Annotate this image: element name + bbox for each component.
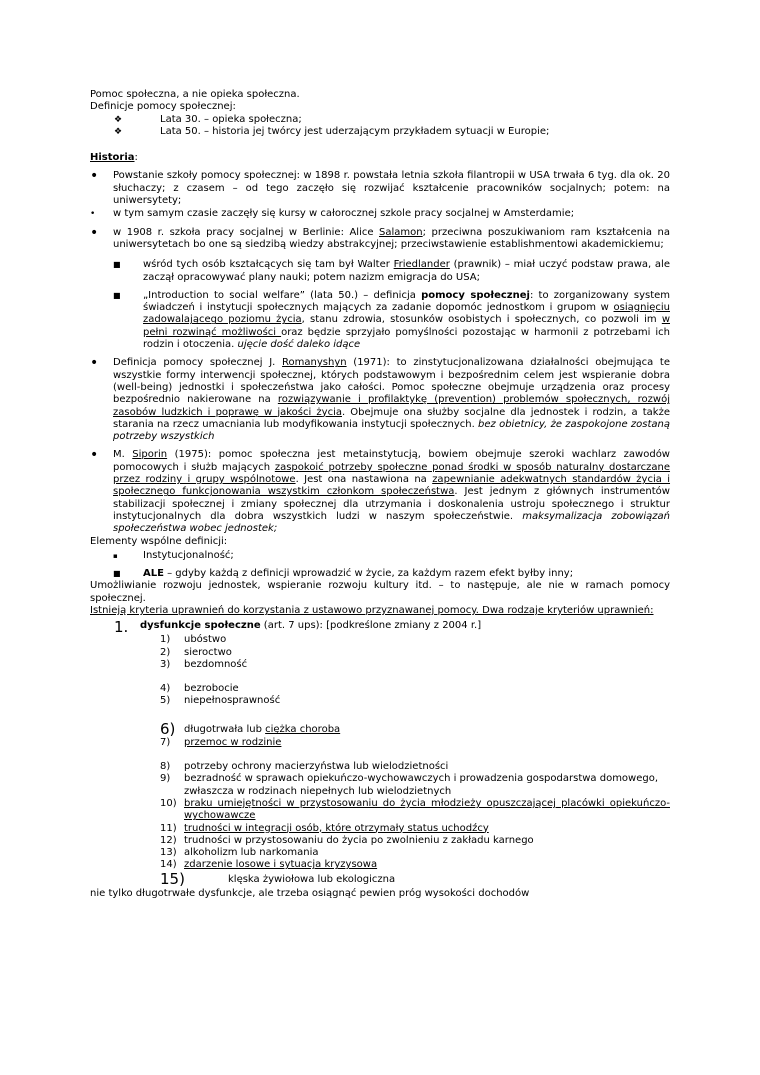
- text-run: . Obejmuje ona służby socjalne dla jednostek i rodzin, a także starania na rzecz umacniania lub modyfikowania instytucji społecznych.: [113, 406, 670, 430]
- text-run: oraz będzie sprzyjało pomyślności pozostając w harmonii z potrzebami ich rodzin i otoczenia.: [143, 326, 671, 351]
- square-bullet-icon: ■: [113, 290, 121, 300]
- list-item-text: Instytucjonalność;: [143, 549, 234, 561]
- text-run: (1971): to zinstytucjonalizowana działalności obejmująca te wszystkie formy interwencji społecznej, których podstawowym i bezpośrednim celem jest wspieranie dobra (well-being) jednostki i społeczeństwa jako całości. Pomoc społeczne obejmuje urządzenia oraz procesy bezpośrednio nakierowane na: [113, 357, 670, 406]
- bullet-paragraph: [90, 357, 670, 443]
- list-number: 12): [160, 834, 177, 846]
- list-item: [90, 695, 670, 707]
- list-item-text: [184, 724, 670, 736]
- text-run: wśród tych osób kształcących się tam był Walter: [143, 259, 394, 271]
- list-item-text: przemoc w rodzinie: [184, 736, 282, 748]
- bullet-icon: •: [90, 447, 99, 464]
- bullet-paragraph: [90, 170, 670, 207]
- list-item: [90, 659, 670, 671]
- text-run: , stanu zdrowia, stosunków osobistych i społecznych, co pozwoli im: [301, 314, 662, 326]
- list-item-text: Lata 30. – opieka społeczna;: [160, 113, 302, 125]
- bullet-paragraph: [90, 208, 670, 220]
- list-item: [90, 126, 670, 138]
- bold-term: ALE: [143, 568, 164, 580]
- list-item-text: klęska żywiołowa lub ekologiczna: [228, 874, 396, 886]
- paragraph-text: Powstanie szkoły pomocy społecznej: w 1898 r. powstała letnia szkoła filantropii w USA trwała 6 tyg. dla ok. 20 słuchaczy; z czasem – od tego zaczęło się rozwijać kształcenie pracowników socjalnych; potem: na uniwersytety;: [113, 170, 670, 207]
- underlined-text: w pełni rozwinąć możliwości: [143, 314, 670, 338]
- person-name: Siporin: [132, 449, 168, 461]
- paragraph-text: w tym samym czasie zaczęły się kursy w całorocznej szkole pracy socjalnej w Amsterdamie;: [113, 208, 575, 220]
- bullet-paragraph: [90, 224, 670, 252]
- footer-note: nie tylko długotrwałe dysfunkcje, ale trzeba osiągnąć pewien próg wysokości dochodów: [90, 887, 530, 899]
- elementy-heading: Elementy wspólne definicji:: [90, 535, 228, 547]
- paragraph-text: [143, 259, 670, 284]
- bold-term: dysfunkcje społeczne: [140, 620, 261, 632]
- list-number: 1): [160, 634, 171, 646]
- text-run: : to zorganizowany system świadczeń i instytucji społecznych mających za zadanie dopomóc jednostkom i grupom w: [143, 289, 671, 314]
- text-run: . Jest jednym z głównych instrumentów stabilizacji społecznej i zmiany społecznej dla utrzymania i doskonalenia ustroju społecznego i struktur instytucjonalnych dla dobra wszystkich ludzi w naszym społeczeństwie.: [113, 486, 670, 522]
- list-item-text: alkoholizm lub narkomania: [184, 847, 319, 859]
- paragraph-text: [113, 449, 670, 535]
- text-run: (1975): pomoc społeczna jest metainstytucją, bowiem obejmuje szeroki wachlarz zawodów pomocowych i służb mających: [113, 449, 670, 473]
- list-item: [90, 773, 670, 798]
- italic-comment: bez obietnicy, że zaspokojone zostaną potrzeby wszystkich: [113, 418, 671, 443]
- person-name: Friedlander: [393, 259, 450, 271]
- text-run: ; przeciwna poszukiwaniom ram kształcenia na uniwersytetach bo one są siedzibą wiedzy abstrakcyjnej; przeciwstawienie establishmentowi akademickiemu;: [113, 226, 670, 250]
- text-run: (prawnik) – miał uczyć podstaw prawa, ale zaczął opracowywać plany nauki; potem nazizm emigracja do USA;: [143, 259, 670, 283]
- square-bullet-icon: ■: [113, 260, 121, 270]
- list-item-text: sieroctwo: [184, 646, 232, 658]
- bullet-icon: •: [90, 209, 96, 220]
- paragraph-text: [143, 290, 670, 351]
- list-number: 5): [160, 695, 171, 707]
- historia-heading-text: Historia: [90, 152, 135, 164]
- list-number: 15): [160, 869, 185, 888]
- person-name: Salamon: [379, 226, 423, 238]
- text-run: – gdyby każdą z definicji wprowadzić w życie, za każdym razem efekt byłby inny;: [163, 568, 574, 580]
- list-number: 11): [160, 822, 177, 834]
- list-item-text: zdarzenie losowe i sytuacja kryzysowa: [184, 859, 378, 871]
- list-item-text: potrzeby ochrony macierzyństwa lub wielodzietności: [184, 761, 449, 773]
- list-item-text: [140, 620, 670, 632]
- bullet-icon: •: [90, 224, 99, 241]
- diamond-bullet-icon: ❖: [114, 114, 123, 125]
- list-number: 9): [160, 773, 171, 785]
- person-name: Romanyshyn: [282, 357, 347, 369]
- text-run: (art. 7 ups): [podkreślone zmiany z 2004 r.]: [260, 620, 482, 632]
- list-item: [90, 114, 670, 126]
- document-page: [90, 89, 670, 900]
- italic-comment: maksymalizacja zobowiązań społeczeństwa wobec jednostek;: [113, 510, 670, 535]
- list-number: 8): [160, 761, 171, 773]
- list-item: [90, 683, 670, 695]
- text-run: długotrwała lub: [184, 724, 266, 736]
- list-item-text: bezradność w sprawach opiekuńczo-wychowawczych i prowadzenia gospodarstwa domowego, zwłaszcza w rodzinach niepełnych lub wielodzietnych: [184, 773, 659, 797]
- list-item-text: bezrobocie: [184, 683, 239, 695]
- list-item: [90, 634, 670, 646]
- list-item: [90, 823, 670, 835]
- list-item: [90, 737, 670, 749]
- sub-bullet-paragraph: [90, 259, 670, 284]
- list-item: [90, 798, 670, 823]
- bullet-icon: •: [90, 168, 99, 185]
- list-item: [90, 869, 670, 888]
- kryteria-line: Istnieją kryteria uprawnień do korzystania z ustawowo przyznawanej pomocy. Dwa rodzaje kryteriów uprawnień:: [90, 604, 654, 616]
- intro-line-1: Pomoc społeczna, a nie opieka społeczna.: [90, 89, 300, 100]
- intro-line-2: Definicje pomocy społecznej:: [90, 101, 236, 113]
- list-number: 3): [160, 658, 171, 670]
- paragraph-text: [113, 227, 670, 252]
- list-item-text: trudności w integracji osób, które otrzymały status uchodźcy: [184, 822, 489, 834]
- underlined-text: zaspokoić potrzeby społeczne ponad środki w sposób naturalny dostarczane przez rodziny i grupy wspólnotowe: [113, 461, 671, 486]
- list-item-text: ubóstwo: [184, 634, 227, 646]
- underlined-text: osiągnięciu zadowalającego poziomu życia: [143, 302, 670, 326]
- historia-heading-colon: :: [134, 152, 138, 164]
- text-run: „Introduction to social welfare” (lata 50.) – definicja: [143, 289, 422, 301]
- bullet-icon: •: [90, 355, 99, 372]
- square-bullet-icon: ▪: [113, 551, 118, 560]
- diamond-bullet-icon: ❖: [114, 126, 123, 137]
- bold-term: pomocy społecznej: [421, 289, 530, 301]
- list-number: 7): [160, 736, 171, 748]
- list-item: [90, 847, 670, 859]
- underlined-text: ciężka choroba: [265, 724, 341, 736]
- historia-heading: [90, 152, 670, 164]
- paragraph-text: [113, 357, 670, 443]
- list-item-text: braku umiejętności w przystosowaniu do życia młodzieży opuszczającej placówki opiekuńczo-wychowawcze: [184, 797, 670, 822]
- text-run: Definicja pomocy społecznej J.: [113, 357, 283, 369]
- list-item-text: niepełnosprawność: [184, 695, 281, 707]
- list-item: [90, 835, 670, 847]
- underlined-text: zapewnianie adekwatnych standardów życia i społecznego funkcjonowania wszystkim członkom społeczeństwa: [113, 474, 671, 498]
- list-item: [90, 647, 670, 659]
- list-item-text: trudności w przystosowaniu do życia po zwolnieniu z zakładu karnego: [184, 834, 534, 846]
- list-item-text: Lata 50. – historia jej twórcy jest uderzającym przykładem sytuacji w Europie;: [160, 125, 550, 137]
- list-number: 14): [160, 859, 177, 871]
- list-number: 13): [160, 847, 177, 859]
- text-run: . Jest ona nastawiona na: [295, 474, 433, 486]
- sub-bullet-paragraph: [90, 290, 670, 351]
- square-bullet-icon: ■: [113, 569, 121, 579]
- list-item: [90, 761, 670, 773]
- list-item: [90, 568, 670, 580]
- underlined-text: rozwiązywanie i profilaktykę (prevention) problemów społecznych, rozwój zasobów ludzkich i poprawę w jakości życia: [113, 394, 670, 418]
- list-item: [90, 550, 670, 562]
- list-number: 2): [160, 646, 171, 658]
- bullet-paragraph: [90, 449, 670, 535]
- list-number: 6): [160, 719, 176, 738]
- numbered-heading: [90, 618, 670, 637]
- text-run: w 1908 r. szkoła pracy socjalnej w Berlinie: Alice: [113, 226, 380, 238]
- list-number: 10): [160, 797, 177, 809]
- italic-comment: ujęcie dość daleko idące: [237, 339, 361, 351]
- list-item-text: bezdomność: [184, 658, 248, 670]
- text-run: M.: [113, 449, 133, 461]
- list-number: 1.: [114, 618, 129, 637]
- list-item-text: [143, 568, 670, 580]
- list-number: 4): [160, 683, 171, 695]
- list-item: [90, 719, 670, 738]
- paragraph-text: Umożliwianie rozwoju jednostek, wspieranie rozwoju kultury itd. – to następuje, ale nie w ramach pomocy społecznej.: [90, 580, 670, 604]
